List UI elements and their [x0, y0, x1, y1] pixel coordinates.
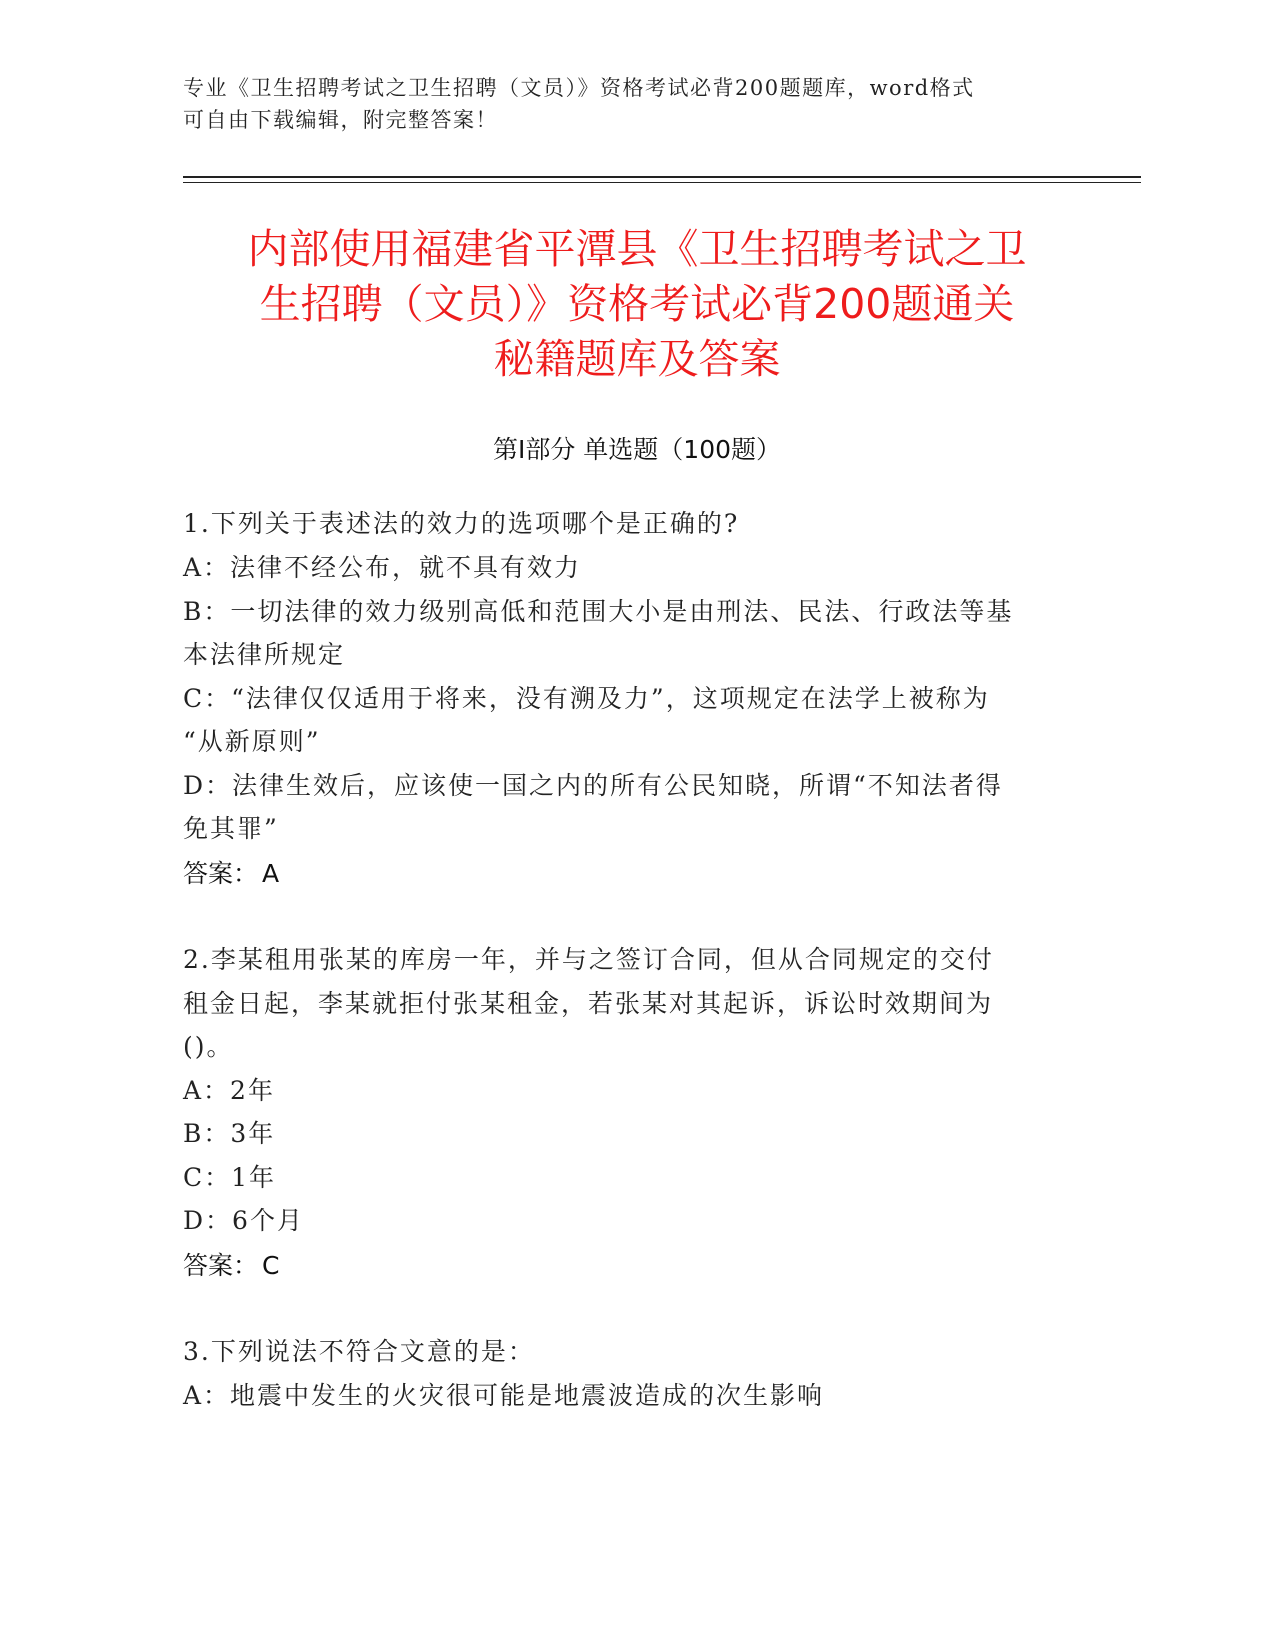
answer-line: [183, 859, 279, 889]
option-d: D：法律生效后，应该使一国之内的所有公民知晓，所谓“不知法者得: [183, 771, 1003, 800]
header-note: [183, 72, 1063, 136]
option-a: A：2年: [183, 1076, 275, 1105]
option-b: B：3年: [183, 1119, 276, 1148]
title-line: 生招聘（文员）》资格考试必背200题通关: [259, 280, 1015, 328]
header-note-line: 专业《卫生招聘考试之卫生招聘（文员）》资格考试必背200题题库，word格式: [183, 76, 975, 100]
question-stem: 2.李某租用张某的库房一年，并与之签订合同，但从合同规定的交付: [183, 945, 994, 974]
option-a: A：地震中发生的火灾很可能是地震波造成的次生影响: [183, 1381, 825, 1410]
option-c: C：“法律仅仅适用于将来，没有溯及力”，这项规定在法学上被称为: [183, 684, 990, 713]
question-stem: 1.下列关于表述法的效力的选项哪个是正确的?: [183, 509, 740, 538]
answer-value: A: [262, 859, 280, 888]
answer-label: 答案：: [183, 859, 259, 888]
option-c: C：1年: [183, 1163, 277, 1192]
option-b: B：一切法律的效力级别高低和范围大小是由刑法、民法、行政法等基: [183, 597, 1014, 626]
section-title: 第Ⅰ部分 单选题（100题）: [492, 435, 782, 464]
question-stem-continued: 租金日起，李某就拒付张某租金，若张某对其起诉，诉讼时效期间为: [183, 989, 994, 1018]
title-line: 内部使用福建省平潭县《卫生招聘考试之卫: [247, 225, 1027, 273]
option-d: D：6个月: [183, 1206, 304, 1235]
question-stem: 3.下列说法不符合文意的是：: [183, 1337, 535, 1366]
header-divider-thick: [183, 176, 1141, 178]
option-d-continued: 免其罪”: [183, 814, 279, 843]
option-b-continued: 本法律所规定: [183, 640, 346, 669]
option-c-continued: “从新原则”: [183, 727, 321, 756]
header-divider-thin: [183, 182, 1141, 183]
answer-line: [183, 1251, 279, 1281]
answer-label: 答案：: [183, 1251, 259, 1280]
answer-value: C: [262, 1251, 280, 1280]
title-line: 秘籍题库及答案: [493, 335, 781, 383]
document-title: [183, 222, 1091, 387]
question-stem-continued: ()。: [183, 1032, 234, 1061]
header-note-line: 可自由下载编辑，附完整答案！: [183, 108, 498, 132]
option-a: A：法律不经公布，就不具有效力: [183, 553, 582, 582]
